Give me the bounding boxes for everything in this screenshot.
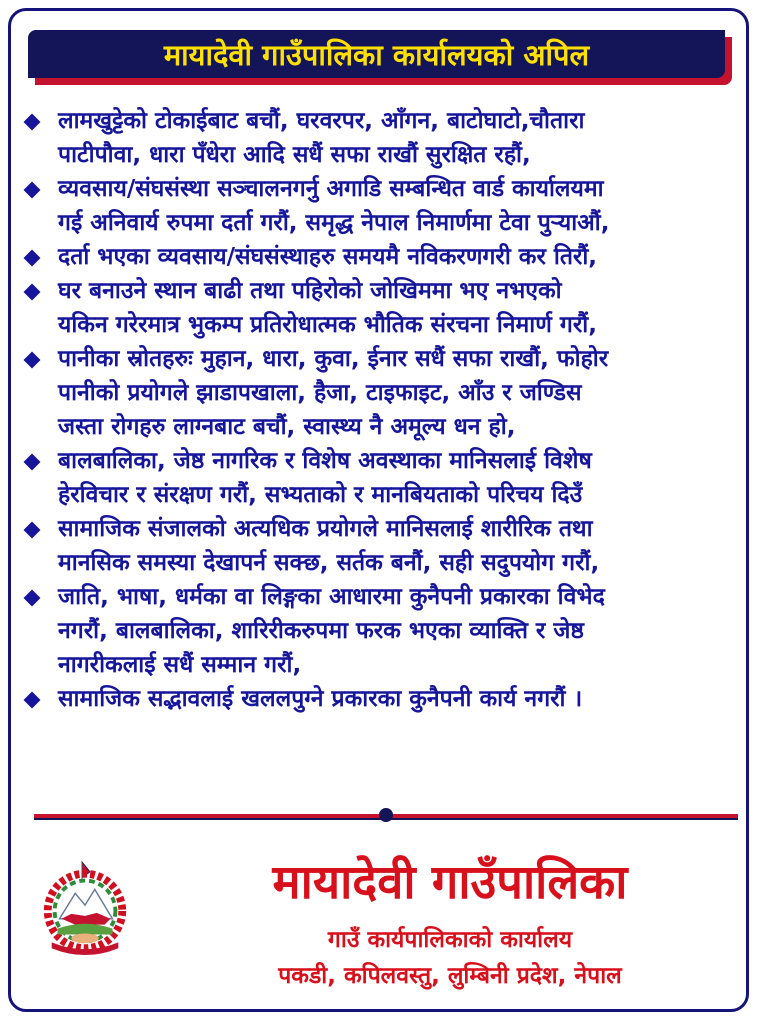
diamond-bullet-icon bbox=[24, 182, 41, 199]
appeal-line: सामाजिक संजालको अत्यधिक प्रयोगले मानिसलाई शारीरिक तथा bbox=[58, 516, 593, 542]
page-title: मायादेवी गाउँपालिका कार्यालयको अपिल bbox=[163, 37, 590, 72]
nepal-emblem-icon bbox=[36, 860, 134, 958]
appeal-line: गई अनिवार्य रुपमा दर्ता गरौं, समृद्ध नेपाल निमार्णमा टेवा पुऱ्याऔं, bbox=[58, 210, 610, 236]
diamond-bullet-icon bbox=[24, 692, 41, 709]
title-banner bbox=[28, 30, 725, 78]
diamond-bullet-icon bbox=[24, 284, 41, 301]
appeal-line: जस्ता रोगहरु लाग्नबाट बचौं, स्वास्थ्य नै अमूल्य धन हो, bbox=[58, 414, 516, 440]
appeal-item bbox=[22, 104, 737, 172]
footer-office: गाउँ कार्यपालिकाको कार्यालय bbox=[327, 927, 573, 953]
appeal-line: पानीको प्रयोगले झाडापखाला, हैजा, टाइफाइट, आँउ र जण्डिस bbox=[58, 380, 582, 406]
appeal-item bbox=[22, 342, 737, 444]
appeal-line: लामखुट्टेको टोकाईबाट बचौं, घरवरपर, आँगन, बाटोघाटो,चौतारा bbox=[58, 108, 585, 134]
appeal-line: सामाजिक सद्भावलाई खललपुग्ने प्रकारका कुनैपनी कार्य नगरौं । bbox=[58, 686, 583, 712]
appeal-line: नागरीकलाई सधैं सम्मान गरौं, bbox=[58, 652, 302, 678]
footer-address: पकडी, कपिलवस्तु, लुम्बिनी प्रदेश, नेपाल bbox=[278, 963, 622, 989]
diamond-bullet-icon bbox=[24, 250, 41, 267]
appeal-line: पानीका स्रोतहरुः मुहान, धारा, कुवा, ईनार सधैं सफा राखौं, फोहोर bbox=[58, 346, 609, 372]
appeal-line: नगरौं, बालबालिका, शारिरीकरुपमा फरक भएका व्याक्ति र जेष्ठ bbox=[58, 618, 584, 644]
separator-dot bbox=[379, 808, 393, 822]
appeal-line: यकिन गरेरमात्र भुकम्प प्रतिरोधात्मक भौतिक संरचना निमार्ण गरौं, bbox=[58, 312, 597, 338]
appeal-item bbox=[22, 274, 737, 342]
diamond-bullet-icon bbox=[24, 114, 41, 131]
appeal-item bbox=[22, 580, 737, 682]
diamond-bullet-icon bbox=[24, 590, 41, 607]
diamond-bullet-icon bbox=[24, 522, 41, 539]
appeal-item bbox=[22, 172, 737, 240]
appeal-item bbox=[22, 444, 737, 512]
appeal-line: मानसिक समस्या देखापर्न सक्छ, सर्तक बनौं, सही सदुपयोग गरौं, bbox=[58, 550, 600, 576]
appeal-item bbox=[22, 682, 737, 716]
appeal-line: बालबालिका, जेष्ठ नागरिक र विशेष अवस्थाका मानिसलाई विशेष bbox=[58, 448, 592, 474]
diamond-bullet-icon bbox=[24, 352, 41, 369]
appeal-line: घर बनाउने स्थान बाढी तथा पहिरोको जोखिममा भए नभएको bbox=[58, 278, 562, 304]
appeal-item bbox=[22, 512, 737, 580]
appeal-line: हेरविचार र संरक्षण गरौं, सभ्यताको र मानबियताको परिचय दिउँ bbox=[58, 482, 583, 508]
footer-title: मायादेवी गाउँपालिका bbox=[272, 855, 628, 910]
appeal-list bbox=[22, 104, 737, 716]
appeal-item bbox=[22, 240, 737, 274]
appeal-line: पाटीपौवा, धारा पँधेरा आदि सधैं सफा राखौं सुरक्षित रहौं, bbox=[58, 142, 531, 168]
diamond-bullet-icon bbox=[24, 454, 41, 471]
appeal-line: दर्ता भएका व्यवसाय/संघसंस्थाहरु समयमै नविकरणगरी कर तिरौं, bbox=[58, 244, 598, 270]
appeal-line: जाति, भाषा, धर्मका वा लिङ्गका आधारमा कुनैपनी प्रकारका विभेद bbox=[58, 584, 605, 610]
appeal-line: व्यवसाय/संघसंस्था सञ्चालनगर्नु अगाडि सम्बन्धित वार्ड कार्यालयमा bbox=[58, 176, 604, 202]
